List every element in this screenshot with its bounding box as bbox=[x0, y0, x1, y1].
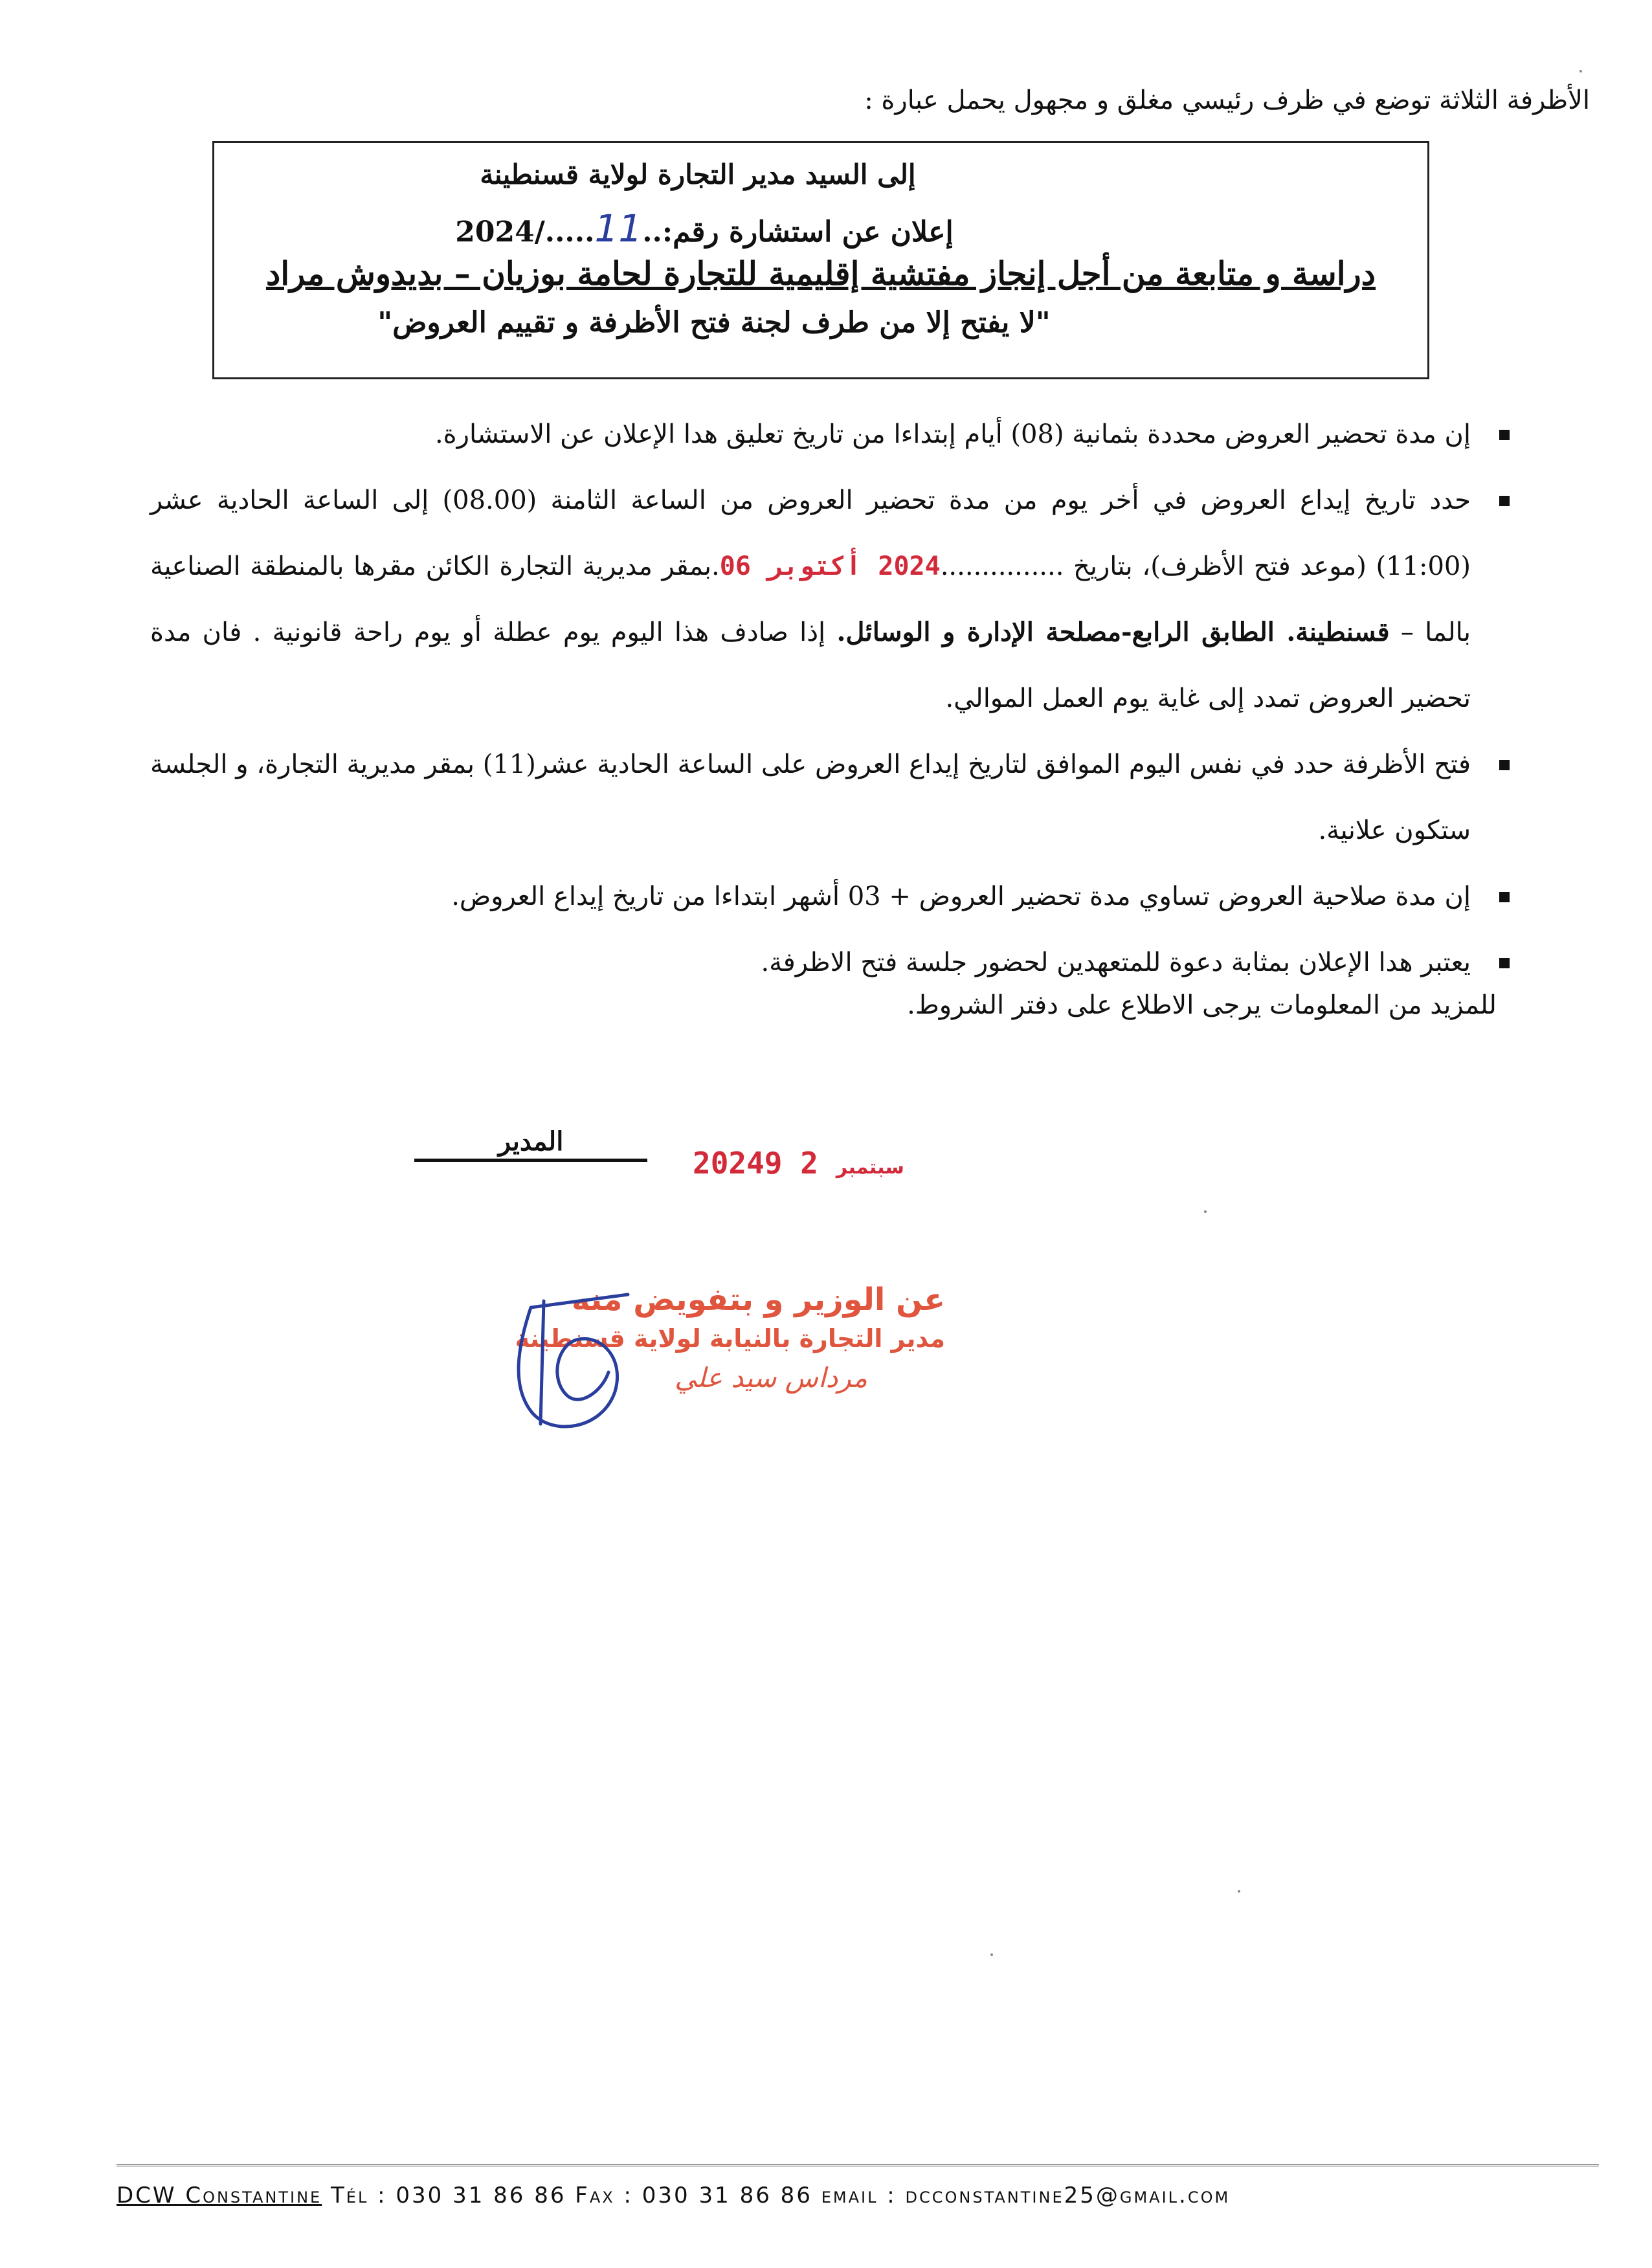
notice-number-line bbox=[214, 206, 1427, 250]
stamp-name-line: مرداس سيد علي bbox=[675, 1362, 867, 1394]
intro-line: الأظرفة الثلاثة توضع في ظرف رئيسي مغلق و مجهول يحمل عبارة : bbox=[864, 85, 1590, 115]
footer-contact-line bbox=[117, 2183, 1230, 2208]
bullet-square-icon bbox=[1499, 496, 1510, 506]
handwritten-notice-number: 11 bbox=[594, 206, 643, 250]
subject-line: دراسة و متابعة من أجل إنجاز مفتشية إقليمية للتجارة لحامة بوزيان – بديدوش مراد bbox=[265, 254, 1376, 293]
date-day: 2 9 bbox=[764, 1146, 818, 1181]
stamp-position-line: مدير التجارة بالنيابة لولاية قسنطينة bbox=[515, 1324, 945, 1353]
footer-org: DCW Constantine bbox=[117, 2183, 322, 2208]
closing-note: للمزيد من المعلومات يرجى الاطلاع على دفتر الشروط. bbox=[907, 990, 1497, 1020]
director-title: المدير bbox=[414, 1126, 647, 1157]
bullet-text: فتح الأظرفة حدد في نفس اليوم الموافق لتاريخ إيداع العروض على الساعة الحادية عشر(11) بمقر مديرية التجارة، و الجلسة ستكون علانية. bbox=[150, 750, 1471, 845]
bullet-text: إن مدة صلاحية العروض تساوي مدة تحضير العروض + 03 أشهر ابتداءا من تاريخ إيداع العروض. bbox=[451, 882, 1471, 911]
envelope-label-box bbox=[212, 141, 1429, 379]
list-item bbox=[150, 731, 1510, 863]
list-item bbox=[150, 401, 1510, 467]
bullet-text: إذا صادف هذا اليوم يوم عطلة أو يوم راحة قانونية . فان مدة تحضير العروض تمدد إلى غاية يوم العمل الموالي. bbox=[150, 617, 1471, 713]
signature-date-stamp bbox=[693, 1146, 922, 1181]
bullet-square-icon bbox=[1499, 430, 1510, 440]
opening-note-line: "لا يفتح إلا من طرف لجنة فتح الأظرفة و تقييم العروض" bbox=[377, 306, 1051, 339]
bullet-square-icon bbox=[1499, 760, 1510, 770]
bullet-square-icon bbox=[1499, 892, 1510, 902]
date-year: 2024 bbox=[693, 1146, 765, 1181]
bullet-bold-text: قسنطينة. الطابق الرابع-مصلحة الإدارة و الوسائل. bbox=[836, 617, 1390, 647]
list-item bbox=[150, 467, 1510, 731]
date-month: سبتمبر bbox=[836, 1156, 904, 1179]
scan-speck bbox=[990, 1953, 993, 1956]
list-item bbox=[150, 929, 1510, 995]
bullet-text: إن مدة تحضير العروض محددة بثمانية (08) أيام إبتداءا من تاريخ تعليق هدا الإعلان عن الاستشارة. bbox=[434, 419, 1471, 449]
bullet-text: .بمقر مديرية التجارة الكائن مقرها بالمنطقة الصناعية بالما – bbox=[150, 551, 1471, 647]
bullet-text: حدد تاريخ إيداع العروض في أخر يوم من مدة تحضير العروض من الساعة الثامنة (08.00) إلى الساعة الحادية عشر (11:00) (موعد فتح الأظرف)، بتاريخ ............... bbox=[150, 485, 1471, 581]
list-item bbox=[150, 863, 1510, 929]
footer-contact-details: Tél : 030 31 86 86 Fax : 030 31 86 86 email : dcconstantine25@gmail.com bbox=[322, 2183, 1231, 2208]
bullet-square-icon bbox=[1499, 958, 1510, 968]
footer-divider bbox=[117, 2164, 1599, 2166]
bullet-text: يعتبر هدا الإعلان بمثابة دعوة للمتعهدين لحضور جلسة فتح الاظرفة. bbox=[761, 948, 1471, 977]
handwritten-signature bbox=[505, 1282, 647, 1450]
notice-suffix: ...../2024 bbox=[455, 216, 595, 249]
addressee-line: إلى السيد مدير التجارة لولاية قسنطينة bbox=[480, 159, 916, 190]
notice-prefix: إعلان عن استشارة رقم:.. bbox=[642, 216, 954, 249]
scan-speck bbox=[1579, 70, 1582, 72]
scan-speck bbox=[1204, 1210, 1207, 1213]
deadline-date-stamp: 2024 أكتوبر 06 bbox=[719, 551, 941, 581]
conditions-list bbox=[150, 401, 1510, 995]
stamp-authority-line: عن الوزير و بتفويض منه bbox=[572, 1282, 945, 1318]
scan-speck bbox=[1238, 1890, 1240, 1893]
